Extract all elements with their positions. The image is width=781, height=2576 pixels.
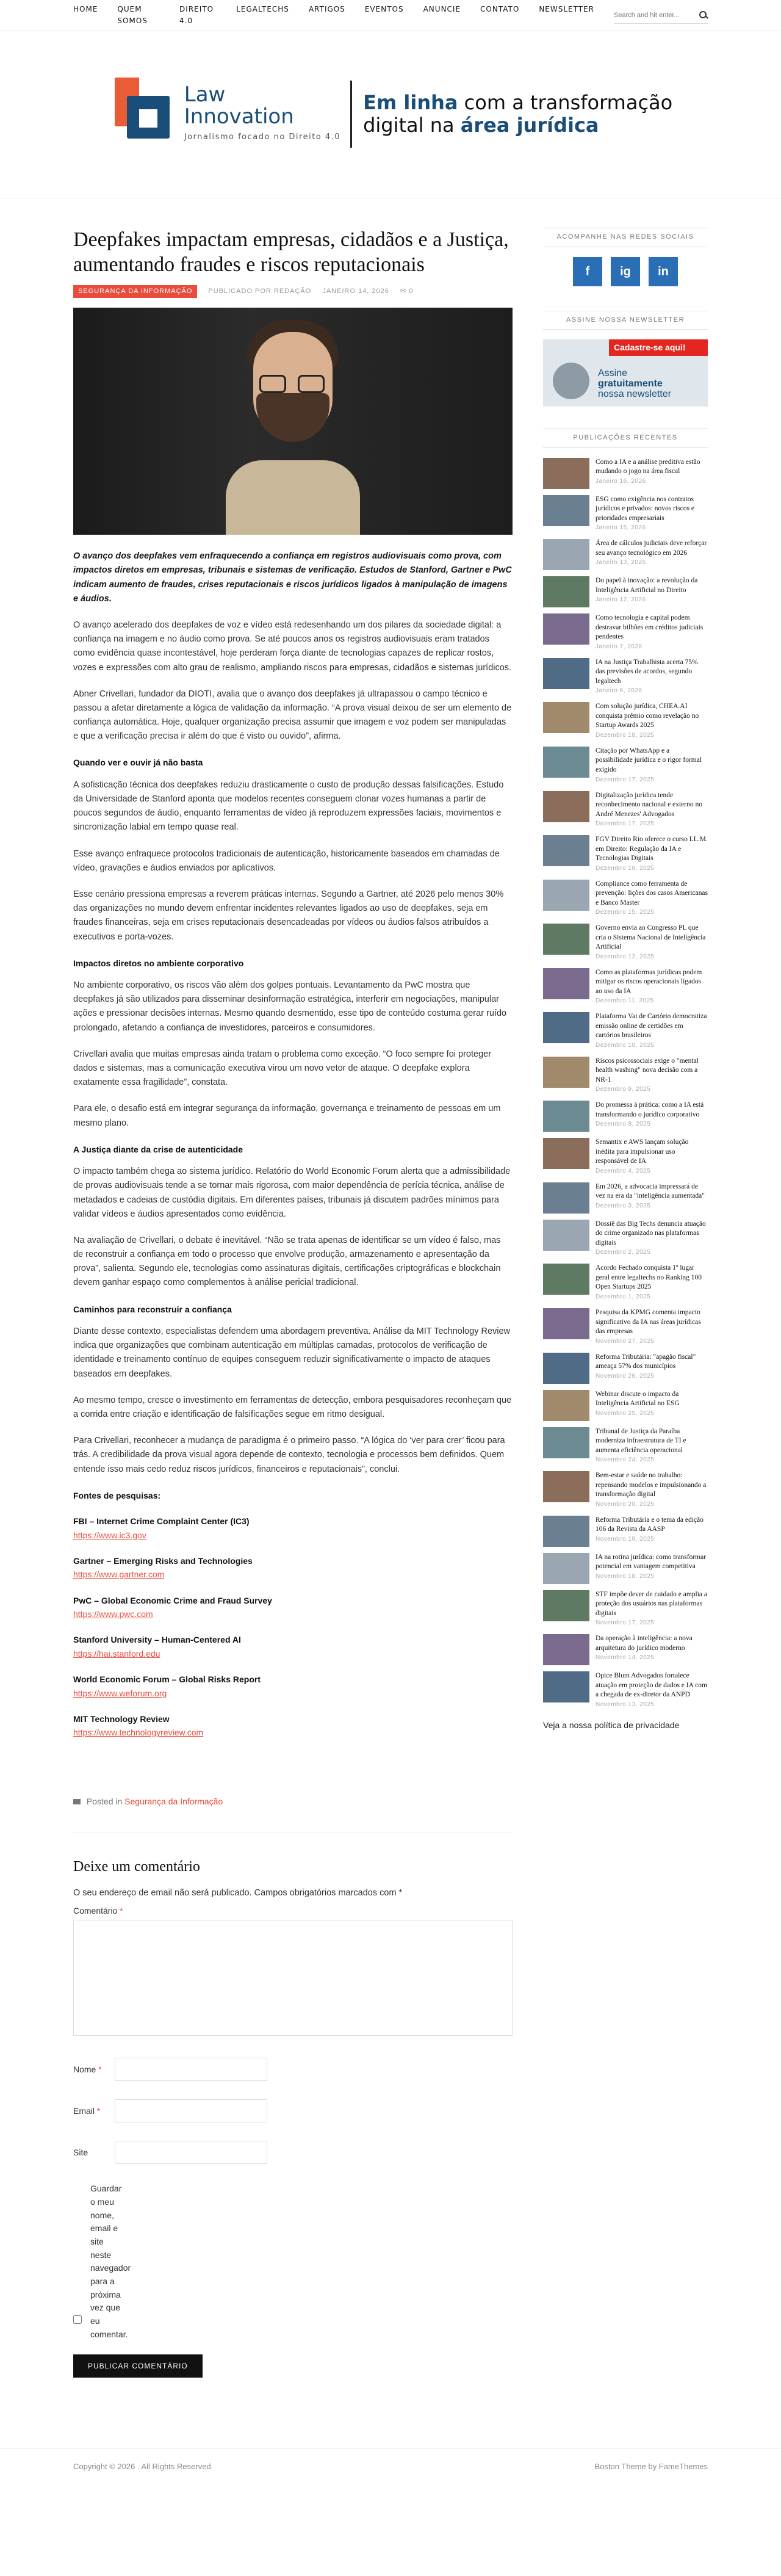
recent-post-date: Dezembro 10, 2025 (596, 1041, 655, 1049)
recent-post[interactable] (543, 1057, 708, 1095)
recent-post-text (596, 458, 708, 489)
recent-post[interactable] (543, 1308, 708, 1347)
newsletter-text: Assine gratuitamente nossa newsletter (598, 368, 672, 399)
recent-post[interactable] (543, 924, 708, 962)
article-content (73, 228, 513, 2378)
nav-legaltechs[interactable]: LEGALTECHS (236, 4, 289, 13)
recent-post[interactable] (543, 1671, 708, 1710)
recent-post-title[interactable]: Webinar discute o impacto da Inteligência Artificial no ESG (596, 1390, 680, 1408)
sources-heading: Fontes de pesquisas: (73, 1490, 161, 1500)
recent-post-title[interactable]: Com solução jurídica, CHEA.AI conquista prêmio como revelação no Startup Awards 2025 (596, 703, 699, 729)
paragraph: No ambiente corporativo, os riscos vão além dos golpes pontuais. Levantamento da PwC mostra que deepfakes já são utilizados para disseminar desinformação estratégica, interferir em negociações, manipular ações e pressionar decisões internas. Mesmo quando desmentido, esse tipo de conteúdo costuma gerar ruído prolongado, afetando a confiança de investidores, parceiros e consumidores. (73, 980, 507, 1033)
consent-row (73, 2182, 513, 2341)
recent-post-title[interactable]: Semantix e AWS lançam solução inédita para impulsionar uso responsável de IA (596, 1138, 689, 1165)
recent-post-title[interactable]: Plataforma Vai de Cartório democratiza emissão online de certidões em cartórios brasileiros (596, 1013, 707, 1040)
post-thumbnail[interactable] (543, 924, 589, 955)
social-links (543, 257, 708, 286)
recent-post-date: Janeiro 13, 2026 (596, 559, 646, 566)
paragraph: Abner Crivellari, fundador da DIOTI, avalia que o avanço dos deepfakes já ultrapassou o campo técnico e passou a afetar diretamente a lógica de validação da informação. “A prova visual deixou de ser um elemento de confiança automática. Hoje, qualquer organização precisa assumir que imagem e voz podem ser manipuladas e que a verificação precisa ir além do que é visto ou ouvido”, afirma. (73, 689, 512, 742)
recent-post[interactable] (543, 1182, 708, 1214)
recent-post-title[interactable]: ESG como exigência nos contratos jurídicos e privados: novos riscos e prioridades empresariais (596, 495, 694, 522)
email-label: Email * (73, 2105, 101, 2116)
recent-post-date: Novembro 13, 2025 (596, 1701, 655, 1708)
recent-post-date: Dezembro 16, 2025 (596, 864, 655, 872)
recent-post[interactable] (543, 791, 708, 830)
recent-post-text (596, 968, 708, 1007)
recent-post-title[interactable]: Bem-estar e saúde no trabalho: repensando modelos e impulsionando a transformação digital (596, 1472, 707, 1499)
post-thumbnail[interactable] (543, 968, 589, 999)
site-field[interactable] (115, 2141, 267, 2164)
recent-post-date: Dezembro 18, 2025 (596, 731, 655, 739)
post-thumbnail[interactable] (543, 1264, 589, 1295)
main-menu (73, 4, 614, 27)
paragraph: O avanço acelerado dos deepfakes de voz e vídeo está redesenhando um dos pilares da sociedade digital: a confiança na imagem e no áudio como prova. Se até poucos anos os registros audiovisuais eram tratados como evidência quase incontestável, hoje perderam força diante de tecnologias capazes de replicar rostos, vozes e expressões com alto grau de realismo, ampliando riscos para empresas, cidadãos e sistemas jurídicos. (73, 620, 512, 673)
source-link[interactable]: https://www.ic3.gov (73, 1530, 146, 1540)
recent-posts (543, 458, 708, 1710)
paragraph: Esse cenário pressiona empresas a reverem práticas internas. Segundo a Gartner, até 2026 pelo menos 30% das organizações no mundo devem enfrentar incidentes relevantes ligados ao uso de deepfakes, seja em fraudes financeiras, seja em crises reputacionais desencadeadas por vídeos ou áudios falsos atribuídos a executivos e porta-vozes. (73, 889, 504, 942)
recent-post-text (596, 880, 708, 918)
posted-in-category-link[interactable]: Segurança da Informação (124, 1796, 223, 1806)
recent-post-text (596, 613, 708, 652)
nav-anuncie[interactable]: ANUNCIE (423, 4, 461, 13)
source-name: PwC – Global Economic Crime and Fraud Survey (73, 1595, 272, 1605)
brand-slogan: Em linha com a transformação digital na área jurídica (363, 91, 673, 137)
post-thumbnail[interactable] (543, 458, 589, 489)
recent-post-title[interactable]: Como a IA e a análise preditiva estão mudando o jogo na área fiscal (596, 458, 700, 476)
email-field[interactable] (115, 2099, 267, 2122)
recent-post-title[interactable]: Dossiê das Big Techs denuncia atuação do crime organizado nas plataformas digitais (596, 1220, 706, 1246)
recent-post-date: Janeiro 15, 2026 (596, 524, 646, 532)
recent-post-title[interactable]: Da operação à inteligência: a nova arquitetura do jurídico moderno (596, 1635, 693, 1652)
recent-post-title[interactable]: Governo envia ao Congresso PL que cria o Sistema Nacional de Inteligência Artificial (596, 924, 706, 951)
facebook-icon[interactable]: f (573, 257, 602, 286)
envelope-icon (553, 363, 589, 399)
recent-post-date: Dezembro 17, 2025 (596, 776, 655, 783)
recent-post-date: Novembro 27, 2025 (596, 1337, 655, 1345)
recent-post-text (596, 539, 708, 570)
recent-post-text (596, 1138, 708, 1176)
source-name: MIT Technology Review (73, 1714, 170, 1724)
recent-post[interactable] (543, 1012, 708, 1051)
post-thumbnail[interactable] (543, 1057, 589, 1088)
site-header (0, 31, 781, 198)
widget-title-recent: PUBLICAÇÕES RECENTES (543, 429, 708, 448)
consent-checkbox[interactable] (73, 2315, 82, 2324)
post-thumbnail[interactable] (543, 1471, 589, 1502)
recent-post-date: Dezembro 8, 2025 (596, 1121, 651, 1128)
post-thumbnail[interactable] (543, 613, 589, 645)
instagram-icon[interactable]: ig (611, 257, 640, 286)
recent-post-title[interactable]: Reforma Tributária e o tema da edição 106 da Revista da AASP (596, 1516, 704, 1533)
recent-post-text (596, 1390, 708, 1421)
recent-post[interactable] (543, 539, 708, 570)
recent-post[interactable] (543, 1138, 708, 1176)
recent-post-text (596, 495, 708, 534)
recent-post[interactable] (543, 1101, 708, 1132)
paragraph: Para ele, o desafio está em integrar segurança da informação, governança e treinamento de pessoas em um mesmo plano. (73, 1104, 501, 1128)
recent-post-date: Dezembro 9, 2025 (596, 1086, 651, 1093)
post-thumbnail[interactable] (543, 1182, 589, 1214)
recent-post-title[interactable]: Acordo Fechado conquista 1º lugar geral entre legaltechs no Ranking 100 Open Startups 2025 (596, 1264, 702, 1291)
widget-title-social: ACOMPANHE NAS REDES SOCIAIS (543, 228, 708, 247)
post-thumbnail[interactable] (543, 747, 589, 778)
recent-post-date: Novembro 19, 2025 (596, 1535, 655, 1543)
recent-post[interactable] (543, 968, 708, 1007)
sidebar (543, 228, 708, 2378)
article-lead: O avanço dos deepfakes vem enfraquecendo a confiança em registros audiovisuais como prova, com impactos diretos em empresas, tribunais e sistemas de verificação. Estudos de Stanford, Gartner e PwC indicam aumento de fraudes, crises reputacionais e riscos jurídicos ligados à manipulação de imagens e áudios. (73, 551, 512, 604)
paragraph: Na avaliação de Crivellari, o debate é inevitável. “Não se trata apenas de identificar se um vídeo é falso, mas de reconstruir a confiança em todo o processo que envolve produção, armazenamento e apresentação da prova”, salienta. Segundo ele, tecnologias como assinaturas digitais, certificações criptográficas e blockchain devem ganhar espaço como complementos à análise pericial tradicional. (73, 1235, 501, 1288)
recent-post-title[interactable]: Reforma Tributária: "apagão fiscal" ameaça 57% dos municípios (596, 1353, 696, 1370)
recent-post-text (596, 1590, 708, 1629)
paragraph: O impacto também chega ao sistema jurídico. Relatório do World Economic Forum alerta que a admissibilidade de provas audiovisuais tende a se tornar mais rigorosa, com maior dependência de perícia técnica, análise de metadados e cadeias de custódia digitais. Em diferentes países, tribunais já discutem padrões mínimos para validar vídeos e áudios apresentados como evidência. (73, 1167, 511, 1219)
paragraph: Diante desse contexto, especialistas defendem uma abordagem preventiva. Análise da MIT Technology Review indica que organizações que combinam autenticação em múltiplas camadas, protocolos de verificação de identidade e treinamento contínuo de equipes conseguem reduzir significativamente o impacto de ataques baseados em deepfakes. (73, 1326, 511, 1379)
widget-title-newsletter: ASSINE NOSSA NEWSLETTER (543, 311, 708, 330)
recent-post-date: Novembro 20, 2025 (596, 1500, 655, 1508)
recent-post-text (596, 924, 708, 962)
nav-artigos[interactable]: ARTIGOS (308, 4, 345, 13)
section-heading: Quando ver e ouvir já não basta (73, 758, 203, 768)
section-heading: A Justiça diante da crise de autenticidade (73, 1144, 243, 1154)
posted-in (73, 1795, 513, 1833)
post-thumbnail[interactable] (543, 1390, 589, 1421)
post-thumbnail[interactable] (543, 658, 589, 689)
recent-post[interactable] (543, 747, 708, 785)
featured-image (73, 308, 513, 535)
recent-post-text (596, 1353, 708, 1384)
comment-form (73, 1855, 513, 2378)
recent-post-title[interactable]: STF impõe dever de cuidado e amplia a proteção dos usuários nas plataformas digitais (596, 1590, 707, 1617)
recent-post[interactable] (543, 702, 708, 740)
post-thumbnail[interactable] (543, 791, 589, 822)
post-thumbnail[interactable] (543, 539, 589, 570)
linkedin-icon[interactable]: in (649, 257, 678, 286)
recent-post-title[interactable]: Como as plataformas jurídicas podem mitigar os riscos operacionais ligados ao uso da IA (596, 968, 702, 995)
article-meta (73, 285, 513, 298)
recent-post-title[interactable]: Riscos psicossociais exige o "mental health washing" nova decisão com a NR-1 (596, 1057, 699, 1084)
recent-post-date: Dezembro 4, 2025 (596, 1167, 651, 1174)
recent-post[interactable] (543, 1220, 708, 1258)
nav-newsletter[interactable]: NEWSLETTER (539, 4, 594, 13)
recent-post-text (596, 1057, 708, 1095)
post-thumbnail[interactable] (543, 880, 589, 911)
recent-post-text (596, 1471, 708, 1510)
recent-post-title[interactable]: IA na rotina jurídica: como transformar potencial em vantagem competitiva (596, 1553, 707, 1571)
post-thumbnail[interactable] (543, 1516, 589, 1547)
post-thumbnail[interactable] (543, 1012, 589, 1043)
post-thumbnail[interactable] (543, 702, 589, 733)
recent-post-text (596, 835, 708, 874)
comment-label: Comentário * (73, 1905, 123, 1916)
recent-post-text (596, 1182, 708, 1214)
nav-direito[interactable]: DIREITO 4.0 (179, 4, 214, 25)
consent-label: Guardar o meu nome, email e site neste navegador para a próxima vez que eu comentar. (90, 2183, 131, 2339)
newsletter-cta: Cadastre-se aqui! (609, 339, 708, 355)
recent-post-date: Novembro 14, 2025 (596, 1654, 655, 1662)
post-thumbnail[interactable] (543, 1101, 589, 1132)
recent-post-text (596, 1553, 708, 1584)
recent-post-title[interactable]: Área de cálculos judiciais deve reforçar seu avanço tecnológico em 2026 (596, 540, 707, 557)
source-link[interactable]: https://www.technologyreview.com (73, 1728, 204, 1738)
recent-post-text (596, 1220, 708, 1258)
recent-post-text (596, 1634, 708, 1665)
recent-post-text (596, 1427, 708, 1466)
recent-post-date: Novembro 25, 2025 (596, 1409, 655, 1417)
recent-post-text (596, 791, 708, 830)
recent-post-title[interactable]: Pesquisa da KPMG comenta impacto significativo da IA nas áreas jurídicas das empresas (596, 1308, 701, 1336)
recent-post[interactable] (543, 1516, 708, 1547)
category-badge[interactable]: SEGURANÇA DA INFORMAÇÃO (73, 285, 197, 298)
recent-post-date: Novembro 24, 2025 (596, 1456, 655, 1464)
recent-post[interactable] (543, 1634, 708, 1665)
name-label: Nome * (73, 2064, 102, 2074)
recent-post-date: Dezembro 11, 2025 (596, 997, 654, 1005)
logo-divider (350, 81, 352, 148)
post-thumbnail[interactable] (543, 1308, 589, 1339)
recent-post-date: Dezembro 3, 2025 (596, 1202, 651, 1209)
comment-textarea[interactable] (73, 1920, 513, 2036)
recent-post-date: Novembro 26, 2025 (596, 1372, 655, 1380)
paragraph: A sofisticação técnica dos deepfakes reduziu drasticamente o custo de produção dessas falsificações. Estudo da Universidade de Stanford aponta que modelos recentes conseguem clonar vozes humanas a partir de poucos segundos de áudio, enquanto ferramentas de vídeo já reproduzem expressões faciais, movimentos e sincronização labial em tempo quase real. (73, 780, 504, 833)
post-thumbnail[interactable] (543, 1553, 589, 1584)
source-name: Stanford University – Human-Centered AI (73, 1635, 241, 1645)
post-thumbnail[interactable] (543, 835, 589, 866)
article-date: JANEIRO 14, 2026 (322, 287, 389, 295)
post-thumbnail[interactable] (543, 1671, 589, 1702)
recent-post[interactable] (543, 1390, 708, 1421)
top-navigation (0, 0, 781, 31)
logo-text (184, 84, 340, 144)
sources-list (73, 1514, 513, 1740)
recent-post-title[interactable]: Do promessa à prática: como a IA está transformando o jurídico corporativo (596, 1101, 704, 1118)
recent-post-title[interactable]: Tribunal de Justiça da Paraíba moderniza infraestrutura de TI e aumenta eficiência operacional (596, 1427, 686, 1454)
recent-post-title[interactable]: Citação por WhatsApp e a possibilidade jurídica e o rigor formal exigido (596, 747, 702, 773)
post-thumbnail[interactable] (543, 1353, 589, 1384)
nav-home[interactable]: HOME (73, 4, 98, 13)
recent-post[interactable] (543, 1353, 708, 1384)
recent-post-date: Dezembro 15, 2025 (596, 909, 655, 916)
post-thumbnail[interactable] (543, 495, 589, 526)
recent-post-text (596, 747, 708, 785)
recent-post[interactable] (543, 458, 708, 489)
recent-post-text (596, 702, 708, 740)
recent-post[interactable] (543, 1471, 708, 1510)
name-row (73, 2058, 513, 2081)
post-thumbnail[interactable] (543, 1138, 589, 1169)
recent-post-text (596, 576, 708, 607)
recent-post-date: Dezembro 2, 2025 (596, 1249, 651, 1256)
post-thumbnail[interactable] (543, 576, 589, 607)
post-thumbnail[interactable] (543, 1634, 589, 1665)
recent-post-date: Janeiro 16, 2026 (596, 477, 646, 485)
recent-post[interactable] (543, 658, 708, 696)
recent-post-title[interactable]: Do papel à inovação: a revolução da Inteligência Artificial no Direito (596, 577, 698, 594)
paragraph: Para Crivellari, reconhecer a mudança de paradigma é o primeiro passo. “A lógica do ‘ver para crer’ ficou para trás. A credibilidade da prova visual agora depende de contexto, tecnologia e processos bem definidos. Quem entende isso mais cedo reduz riscos jurídicos, financeiros e reputacionais”, conclui. (73, 1436, 505, 1474)
recent-post[interactable] (543, 576, 708, 607)
recent-post-title[interactable]: FGV Direito Rio oferece o curso LL.M. em Direito: Regulação da IA e Tecnologias Digitais (596, 836, 708, 863)
recent-post[interactable] (543, 1264, 708, 1302)
source-link[interactable]: https://www.weforum.org (73, 1688, 167, 1698)
recent-post-date: Dezembro 17, 2025 (596, 820, 655, 828)
recent-post-text (596, 1671, 708, 1710)
source-link[interactable]: https://hai.stanford.edu (73, 1648, 160, 1659)
recent-post-text (596, 1101, 708, 1132)
site-label: Site (73, 2147, 88, 2157)
paragraph: Esse avanço enfraquece protocolos tradicionais de autenticação, historicamente baseados em chamadas de vídeo, gravações e áudios enviados por aplicativos. (73, 848, 500, 873)
folder-icon (73, 1799, 81, 1804)
recent-post-title[interactable]: Como tecnologia e capital podem destravar bilhões em créditos judiciais pendentes (596, 614, 704, 641)
recent-post[interactable] (543, 613, 708, 652)
section-heading: Impactos diretos no ambiente corporativo (73, 958, 244, 968)
post-thumbnail[interactable] (543, 1427, 589, 1458)
brand-name-line1: Law (184, 82, 226, 107)
recent-post-title[interactable]: Opice Blum Advogados fortalece atuação em proteção de dados e IA com a chegada de ex-diretor da ANPD (596, 1672, 707, 1699)
paragraph: Crivellari avalia que muitas empresas ainda tratam o problema como exceção. “O foco sempre foi proteger dados e sistemas, mas a comunicação executiva virou um novo vetor de ataque. O deepfake explora exatamente essa fragilidade”, constata. (73, 1049, 492, 1088)
recent-post-text (596, 658, 708, 696)
search-icon[interactable] (699, 11, 708, 20)
submit-comment-button[interactable]: PUBLICAR COMENTÁRIO (73, 2354, 203, 2378)
recent-post-text (596, 1264, 708, 1302)
recent-post-date: Dezembro 1, 2025 (596, 1293, 651, 1300)
recent-post-title[interactable]: Em 2026, a advocacia impressará de vez na era da "inteligência aumentada" (596, 1182, 705, 1200)
logo-icon (109, 78, 176, 151)
nav-eventos[interactable]: EVENTOS (364, 4, 404, 13)
comment-form-note: O seu endereço de email não será publicado. Campos obrigatórios marcados com * (73, 1887, 403, 1898)
article-title: Deepfakes impactam empresas, cidadãos e a Justiça, aumentando fraudes e riscos reputacionais (73, 228, 509, 276)
source-link[interactable]: https://www.gartner.com (73, 1569, 165, 1580)
recent-post-text (596, 1012, 708, 1051)
comment-form-title: Deixe um comentário (73, 1859, 200, 1875)
recent-post-date: Janeiro 6, 2026 (596, 687, 642, 695)
privacy-link[interactable]: Veja a nossa política de privacidade (543, 1720, 680, 1730)
recent-post[interactable] (543, 835, 708, 874)
recent-post[interactable] (543, 495, 708, 534)
recent-post-date: Novembro 18, 2025 (596, 1572, 655, 1580)
newsletter-banner[interactable] (543, 339, 708, 407)
source-name: World Economic Forum – Global Risks Report (73, 1674, 261, 1685)
recent-post-date: Novembro 17, 2025 (596, 1619, 655, 1627)
theme-credit[interactable]: Boston Theme by FameThemes (594, 2462, 708, 2472)
name-field[interactable] (115, 2058, 267, 2081)
source-link[interactable]: https://www.pwc.com (73, 1609, 153, 1619)
site-row (73, 2141, 513, 2164)
source-name: Gartner – Emerging Risks and Technologies (73, 1555, 253, 1566)
nav-quem-somos[interactable]: QUEM SOMOS (117, 4, 148, 25)
post-thumbnail[interactable] (543, 1220, 589, 1251)
search-box (614, 7, 708, 24)
recent-post-title[interactable]: Compliance como ferramenta de prevenção: lições dos casos Americanas e Banco Master (596, 880, 708, 906)
recent-post[interactable] (543, 1553, 708, 1584)
recent-post-date: Janeiro 7, 2026 (596, 643, 642, 650)
article-author[interactable]: PUBLICADO POR REDAÇÃO (208, 287, 312, 295)
recent-post[interactable] (543, 880, 708, 918)
recent-post-text (596, 1308, 708, 1347)
search-input[interactable] (614, 12, 699, 19)
paragraph: Ao mesmo tempo, cresce o investimento em ferramentas de detecção, embora pesquisadores reconheçam que a corrida entre criação e identificação de falsificações segue em ritmo desigual. (73, 1395, 512, 1419)
recent-post-title[interactable]: IA na Justiça Trabalhista acerta 75% das previsões de acordos, segundo legaltech (596, 658, 698, 685)
recent-post[interactable] (543, 1427, 708, 1466)
section-heading: Caminhos para reconstruir a confiança (73, 1304, 232, 1314)
email-row (73, 2099, 513, 2122)
brand-name-line2: Innovation (184, 104, 294, 129)
source-name: FBI – Internet Crime Complaint Center (IC3) (73, 1516, 250, 1527)
recent-post-date: Janeiro 12, 2026 (596, 596, 646, 604)
comment-count[interactable]: ✉ 0 (400, 287, 414, 295)
recent-post-date: Dezembro 12, 2025 (596, 953, 655, 960)
posted-in-label: Posted in (86, 1796, 123, 1806)
brand-tagline: Jornalismo focado no Direito 4.0 (184, 132, 341, 142)
copyright: Copyright © 2026 . All Rights Reserved. (73, 2462, 214, 2472)
nav-contato[interactable]: CONTATO (480, 4, 520, 13)
recent-post[interactable] (543, 1590, 708, 1629)
recent-post-title[interactable]: Digitalização jurídica tende reconhecimento nacional e externo no André Menezes' Advogados (596, 791, 702, 818)
post-thumbnail[interactable] (543, 1590, 589, 1621)
site-footer (0, 2448, 781, 2484)
header-banner[interactable] (109, 78, 672, 151)
recent-post-text (596, 1516, 708, 1547)
